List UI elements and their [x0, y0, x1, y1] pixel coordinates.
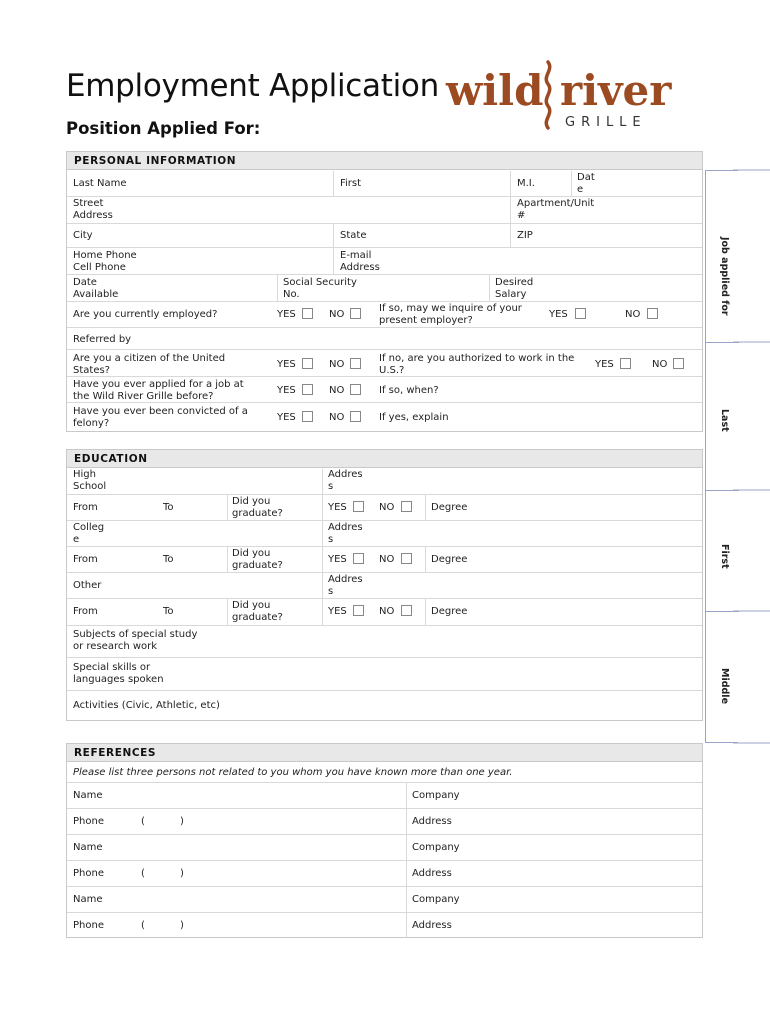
ref2-phone-row: [67, 861, 702, 887]
hs-from-label: From: [73, 502, 98, 513]
activities-row: [67, 691, 702, 720]
employed-no-label: NO: [329, 309, 345, 320]
date-label: Dat e: [577, 172, 595, 195]
employed-yes-label: YES: [277, 309, 296, 320]
other-yes-label: YES: [328, 606, 347, 617]
side-first-label: First: [719, 544, 730, 569]
citizen-yes-label: YES: [277, 359, 296, 370]
ref3-paren-close: ): [180, 920, 184, 931]
ref2-paren-open: (: [141, 868, 145, 879]
referred-row: [67, 328, 702, 350]
other-no-label: NO: [379, 606, 395, 617]
ref3-name-row: [67, 887, 702, 913]
divider: [425, 599, 426, 625]
references-section: [66, 743, 703, 938]
other-dates-row: [67, 599, 702, 626]
college-dates-row: [67, 547, 702, 573]
inquire-no-label: NO: [625, 309, 641, 320]
first-name-label: First: [340, 178, 362, 189]
college-to-label: To: [163, 554, 174, 565]
education-section: [66, 449, 703, 721]
divider: [227, 547, 228, 572]
hs-graduate-label: Did you graduate?: [232, 496, 283, 519]
ref1-company-label: Company: [412, 790, 460, 801]
divider: [322, 521, 323, 546]
divider: [322, 547, 323, 572]
references-heading: REFERENCES: [67, 744, 702, 762]
subjects-label: Subjects of special study or research work: [73, 629, 198, 652]
ref1-name-row: [67, 783, 702, 809]
applied-before-row: [67, 377, 702, 403]
other-no-checkbox[interactable]: [401, 605, 412, 616]
mi-label: M.I.: [517, 178, 535, 189]
referred-by-label: Referred by: [73, 334, 132, 345]
hs-degree-label: Degree: [431, 502, 468, 513]
ref1-name-label: Name: [73, 790, 103, 801]
ref3-phone-label: Phone: [73, 920, 104, 931]
ref3-paren-open: (: [141, 920, 145, 931]
skills-label: Special skills or languages spoken: [73, 662, 164, 685]
education-heading: EDUCATION: [67, 450, 702, 468]
divider: [322, 599, 323, 625]
employed-no-checkbox[interactable]: [350, 308, 361, 319]
inquire-yes-checkbox[interactable]: [575, 308, 586, 319]
ref3-phone-row: [67, 913, 702, 937]
position-applied-label: Position Applied For:: [66, 119, 261, 138]
college-label: Colleg e: [73, 522, 105, 545]
high-school-label: High School: [73, 469, 107, 492]
citizen-no-label: NO: [329, 359, 345, 370]
college-yes-label: YES: [328, 554, 347, 565]
felony-yes-label: YES: [277, 412, 296, 423]
felony-no-checkbox[interactable]: [350, 411, 361, 422]
felony-yes-checkbox[interactable]: [302, 411, 313, 422]
logo-squiggle-icon: [538, 60, 558, 130]
college-no-label: NO: [379, 554, 395, 565]
college-address-label: Addres s: [328, 522, 363, 545]
ref2-paren-close: ): [180, 868, 184, 879]
citizen-yes-checkbox[interactable]: [302, 358, 313, 369]
ref1-phone-label: Phone: [73, 816, 104, 827]
other-graduate-label: Did you graduate?: [232, 600, 283, 623]
college-no-checkbox[interactable]: [401, 553, 412, 564]
state-label: State: [340, 230, 367, 241]
authorized-no-label: NO: [652, 359, 668, 370]
last-name-label: Last Name: [73, 178, 127, 189]
ref2-address-label: Address: [412, 868, 452, 879]
felony-no-label: NO: [329, 412, 345, 423]
applied-no-label: NO: [329, 385, 345, 396]
hs-no-checkbox[interactable]: [401, 501, 412, 512]
divider: [510, 224, 511, 247]
currently-employed-label: Are you currently employed?: [73, 309, 218, 320]
high-school-row: [67, 469, 702, 495]
divider: [571, 171, 572, 196]
hs-yes-checkbox[interactable]: [353, 501, 364, 512]
divider: [322, 573, 323, 598]
references-note-row: [67, 763, 702, 783]
phone-row: [67, 248, 702, 275]
if-yes-explain-label: If yes, explain: [379, 412, 449, 423]
personal-information-heading: PERSONAL INFORMATION: [67, 152, 702, 170]
divider: [227, 495, 228, 520]
ref2-company-label: Company: [412, 842, 460, 853]
divider: [425, 495, 426, 520]
ssn-label: Social Security No.: [283, 277, 357, 300]
desired-salary-label: Desired Salary: [495, 277, 534, 300]
divider: [277, 275, 278, 301]
ref3-address-label: Address: [412, 920, 452, 931]
side-last-label: Last: [719, 409, 730, 432]
divider: [333, 171, 334, 196]
skills-row: [67, 658, 702, 691]
availability-row: [67, 275, 702, 302]
apartment-label: Apartment/Unit #: [517, 198, 595, 221]
authorized-label: If no, are you authorized to work in the U.S.?: [379, 353, 575, 376]
ref2-name-row: [67, 835, 702, 861]
logo-wild-text: wild: [446, 66, 544, 115]
street-row: [67, 197, 702, 224]
divider: [489, 275, 490, 301]
employed-yes-checkbox[interactable]: [302, 308, 313, 319]
divider: [333, 248, 334, 274]
other-to-label: To: [163, 606, 174, 617]
city-label: City: [73, 230, 93, 241]
divider: [406, 783, 407, 808]
zip-label: ZIP: [517, 230, 533, 241]
divider: [406, 861, 407, 886]
home-phone-label: Home Phone: [73, 250, 137, 261]
email-label: E-mail Address: [340, 250, 380, 273]
divider: [406, 913, 407, 937]
divider: [425, 547, 426, 572]
college-row: [67, 521, 702, 547]
divider: [510, 171, 511, 196]
applied-before-label: Have you ever applied for a job at the Wild River Grille before?: [73, 379, 244, 402]
applied-yes-checkbox[interactable]: [302, 384, 313, 395]
divider: [406, 809, 407, 834]
divider: [406, 887, 407, 912]
other-row: [67, 573, 702, 599]
other-yes-checkbox[interactable]: [353, 605, 364, 616]
street-address-label: Street Address: [73, 198, 113, 221]
city-row: [67, 224, 702, 248]
citizen-label: Are you a citizen of the United States?: [73, 353, 226, 376]
cell-phone-label: Cell Phone: [73, 262, 126, 273]
ref3-company-label: Company: [412, 894, 460, 905]
ref1-paren-open: (: [141, 816, 145, 827]
side-middle-label: Middle: [719, 668, 730, 705]
authorized-yes-label: YES: [595, 359, 614, 370]
felony-label: Have you ever been convicted of a felony?: [73, 406, 248, 429]
ref1-address-label: Address: [412, 816, 452, 827]
college-degree-label: Degree: [431, 554, 468, 565]
other-label: Other: [73, 580, 102, 591]
divider: [322, 495, 323, 520]
divider: [227, 599, 228, 625]
hs-to-label: To: [163, 502, 174, 513]
date-available-label: Date Available: [73, 277, 119, 300]
if-so-when-label: If so, when?: [379, 385, 439, 396]
inquire-label: If so, may we inquire of your present employer?: [379, 303, 522, 326]
logo-grille-text: GRILLE: [565, 115, 647, 130]
other-address-label: Addres s: [328, 574, 363, 597]
references-note: Please list three persons not related to you whom you have known more than one year.: [73, 767, 513, 778]
authorized-no-checkbox[interactable]: [673, 358, 684, 369]
other-from-label: From: [73, 606, 98, 617]
inquire-yes-label: YES: [549, 309, 568, 320]
activities-label: Activities (Civic, Athletic, etc): [73, 700, 220, 711]
citizen-row: [67, 350, 702, 377]
applied-yes-label: YES: [277, 385, 296, 396]
applied-no-checkbox[interactable]: [350, 384, 361, 395]
side-job-applied-label: Job applied for: [719, 237, 730, 316]
college-graduate-label: Did you graduate?: [232, 548, 283, 571]
logo-river-text: river: [560, 66, 672, 115]
other-degree-label: Degree: [431, 606, 468, 617]
high-school-address-label: Addres s: [328, 469, 363, 492]
high-school-dates-row: [67, 495, 702, 521]
name-row: [67, 171, 702, 197]
college-yes-checkbox[interactable]: [353, 553, 364, 564]
felony-row: [67, 403, 702, 431]
ref2-name-label: Name: [73, 842, 103, 853]
citizen-no-checkbox[interactable]: [350, 358, 361, 369]
hs-no-label: NO: [379, 502, 395, 513]
ref1-phone-row: [67, 809, 702, 835]
ref1-paren-close: ): [180, 816, 184, 827]
divider: [406, 835, 407, 860]
divider: [510, 197, 511, 223]
employment-row: [67, 302, 702, 328]
ref3-name-label: Name: [73, 894, 103, 905]
divider: [333, 224, 334, 247]
page-title: Employment Application: [66, 68, 439, 104]
authorized-yes-checkbox[interactable]: [620, 358, 631, 369]
side-tab-ticks: [733, 168, 770, 746]
college-from-label: From: [73, 554, 98, 565]
personal-information-section: [66, 151, 703, 432]
ref2-phone-label: Phone: [73, 868, 104, 879]
hs-yes-label: YES: [328, 502, 347, 513]
inquire-no-checkbox[interactable]: [647, 308, 658, 319]
subjects-row: [67, 626, 702, 658]
divider: [322, 469, 323, 494]
